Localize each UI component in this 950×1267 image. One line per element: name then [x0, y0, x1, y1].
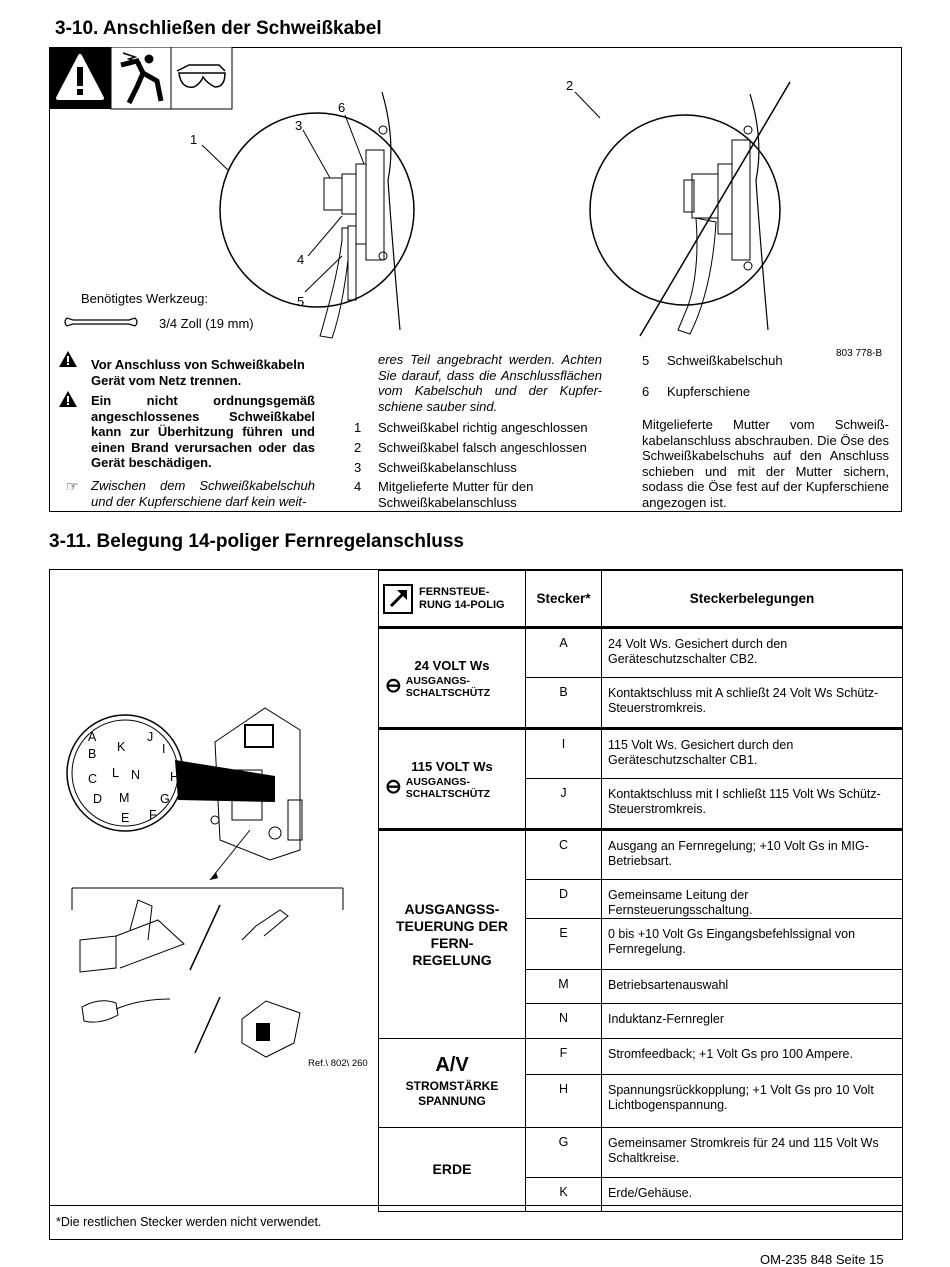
figure-ref-2: Ref.\ 802\ 260	[308, 1058, 368, 1069]
table-row	[379, 628, 903, 678]
note-part1: Zwischen dem Schweißkabelschuh und der Kupferschiene darf kein weit-	[91, 478, 315, 509]
pin-cell: F	[526, 1039, 602, 1075]
pin-cell: N	[526, 1004, 602, 1039]
pin-label-K: K	[117, 740, 126, 754]
table-row	[379, 729, 903, 779]
pin-cell: G	[526, 1128, 602, 1178]
table-row	[379, 830, 903, 880]
desc-cell: Kontaktschluss mit A schließt 24 Volt Ws Schütz-Steuerstromkreis.	[602, 678, 903, 729]
table-header-row	[379, 571, 903, 628]
warning-disconnect: Vor Anschluss von Schweißkabeln Gerät vom Netz trennen.	[91, 357, 305, 388]
pin-cell: E	[526, 919, 602, 970]
group-24v: 24 VOLT Ws ⊖ AUSGANGS- SCHALTSCHÜTZ	[379, 628, 526, 729]
desc-cell: 24 Volt Ws. Gesichert durch den Geräteschutzschalter CB2.	[602, 628, 903, 678]
figure-ref: 803 778-B	[836, 348, 883, 359]
legend-num: 4	[354, 479, 362, 494]
pin-cell: B	[526, 678, 602, 729]
pin-label-H: H	[170, 770, 180, 784]
warning-overheat: Ein nicht ordnungsgemäß angeschlossenes Schweißkabel kann zur Überhitzung führen und einen Brand verursachen oder das Gerät beschädigen.	[91, 393, 315, 470]
wrench-icon	[63, 314, 141, 330]
pointing-hand-icon: ☞	[66, 478, 79, 494]
table-row	[379, 1039, 903, 1075]
legend-num: 6	[642, 384, 650, 399]
tool-size: 3/4 Zoll (19 mm)	[159, 316, 254, 331]
pin-cell: C	[526, 830, 602, 880]
callout-5: 5	[297, 294, 305, 309]
desc-cell: Erde/Gehäuse.	[602, 1178, 903, 1212]
desc-cell: Betriebsartenauswahl	[602, 970, 903, 1004]
footnote: *Die restlichen Stecker werden nicht verwendet.	[56, 1215, 322, 1229]
incorrect-connection-illustration	[560, 70, 810, 360]
pin-label-F: F	[149, 808, 157, 822]
desc-cell: Gemeinsamer Stromkreis für 24 und 115 Volt Ws Schaltkreise.	[602, 1128, 903, 1178]
pin-label-N: N	[131, 768, 141, 782]
pin-cell: J	[526, 779, 602, 830]
legend-num: 2	[354, 440, 362, 455]
pin-cell: I	[526, 729, 602, 779]
pin-cell: D	[526, 880, 602, 919]
callout-3: 3	[295, 118, 303, 133]
legend-text: Schweißkabel falsch angeschlossen	[378, 440, 587, 455]
callout-6: 6	[338, 100, 346, 115]
remote-arrow-icon	[383, 584, 413, 614]
footnote-divider	[49, 1205, 903, 1206]
pin-label-E: E	[121, 811, 130, 825]
pin-cell: H	[526, 1075, 602, 1128]
group-output-control: AUSGANGSS- TEUERUNG DER FERN- REGELUNG	[379, 830, 526, 1039]
desc-cell: 0 bis +10 Volt Gs Eingangsbefehlssignal von Fernregelung.	[602, 919, 903, 970]
desc-cell: Spannungsrückkopplung; +1 Volt Gs pro 10 Volt Lichtbogenspannung.	[602, 1075, 903, 1128]
pin-label-L: L	[112, 766, 119, 780]
header-assign: Steckerbelegungen	[602, 571, 903, 628]
legend-text: Mitgelieferte Mutter für den Schweißkabelanschluss	[378, 479, 534, 510]
pin-label-C: C	[88, 772, 98, 786]
desc-cell: Stromfeedback; +1 Volt Gs pro 100 Ampere.	[602, 1039, 903, 1075]
callout-4: 4	[297, 252, 305, 267]
section-title-3-10: 3-10. Anschließen der Schweißkabel	[55, 18, 382, 39]
legend-num: 5	[642, 353, 650, 368]
legend-num: 1	[354, 420, 362, 435]
legend-num: 3	[354, 460, 362, 475]
accessory-illustrations	[70, 985, 310, 1065]
remote-connector-illustration	[60, 700, 360, 1000]
pin-label-M: M	[119, 791, 130, 805]
correct-connection-illustration	[170, 60, 430, 360]
group-ground: ERDE	[379, 1128, 526, 1212]
pin-label-B: B	[88, 747, 97, 761]
pin-label-A: A	[88, 730, 97, 744]
instruction-text: Mitgelieferte Mutter vom Schweiß-kabelanschluss abschrauben. Die Öse des Schweißkabelschuhs auf den Anschluss schieben und mit der Mutter sichern, sodass die Öse fest auf der Kupferschiene angezogen ist.	[642, 417, 889, 510]
group-av: A/V STROMSTÄRKE SPANNUNG	[379, 1039, 526, 1128]
group-115v: 115 VOLT Ws ⊖ AUSGANGS- SCHALTSCHÜTZ	[379, 729, 526, 830]
pin-cell: K	[526, 1178, 602, 1212]
pin-label-I: I	[162, 742, 166, 756]
pin-label-G: G	[160, 792, 170, 806]
contactor-icon: ⊖	[385, 776, 402, 798]
pin-cell: M	[526, 970, 602, 1004]
callout-1: 1	[190, 132, 198, 147]
callout-2: 2	[566, 78, 574, 93]
pin-cell: A	[526, 628, 602, 678]
pin-label-J: J	[147, 730, 154, 744]
desc-cell: Ausgang an Fernregelung; +10 Volt Gs in MIG-Betriebsart.	[602, 830, 903, 880]
desc-cell: Induktanz-Fernregler	[602, 1004, 903, 1039]
legend-text: Schweißkabelanschluss	[378, 460, 517, 475]
tool-label: Benötigtes Werkzeug:	[81, 291, 208, 306]
note-part2: eres Teil angebracht werden. Achten Sie darauf, dass die Anschlussflächen vom Kabelschuh und der Kupfer- schiene sauber sind.	[378, 352, 602, 414]
warning-icon	[58, 350, 78, 368]
page-footer: OM-235 848 Seite 15	[760, 1252, 884, 1267]
desc-cell: Kontaktschluss mit I schließt 115 Volt Ws Schütz-Steuerstromkreis.	[602, 779, 903, 830]
warning-icon	[58, 390, 78, 408]
legend-text: Schweißkabelschuh	[667, 353, 783, 368]
pin-label-D: D	[93, 792, 103, 806]
legend-text: Kupferschiene	[667, 384, 751, 399]
desc-cell: 115 Volt Ws. Gesichert durch den Geräteschutzschalter CB1.	[602, 729, 903, 779]
legend-text: Schweißkabel richtig angeschlossen	[378, 420, 588, 435]
desc-cell: Gemeinsame Leitung der Fernsteuerungsschaltung.	[602, 880, 903, 919]
header-pin: Stecker*	[526, 571, 602, 628]
table-row	[379, 1128, 903, 1178]
section-title-3-11: 3-11. Belegung 14-poliger Fernregelanschluss	[49, 531, 464, 552]
header-remote: FERNSTEUE- RUNG 14-POLIG	[379, 571, 526, 628]
contactor-icon: ⊖	[385, 675, 402, 697]
pin-assignment-table	[378, 570, 903, 1212]
